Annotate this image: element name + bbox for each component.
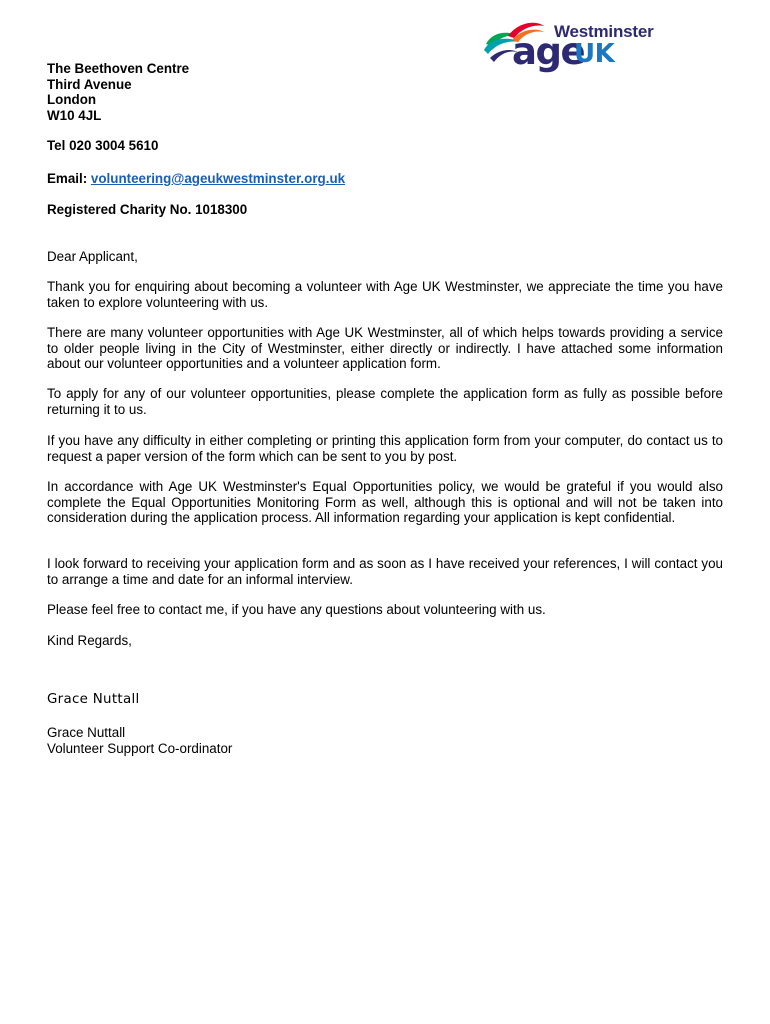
address-line: London (47, 92, 97, 108)
paragraph: To apply for any of our volunteer opportunities, please complete the application form as fully as possible before returning it to us. (47, 386, 723, 417)
signature: Grace Nuttall (47, 692, 140, 707)
paragraph: In accordance with Age UK Westminster's Equal Opportunities policy, we would be grateful if you would also complete the Equal Opportunities Monitoring Form as well, although this is optional and will not be taken into consideration during the application process. All information regarding your application is kept confidential. (47, 479, 723, 526)
age-uk-westminster-logo (478, 16, 668, 82)
address-line: Third Avenue (47, 76, 132, 92)
greeting: Dear Applicant, (47, 249, 138, 264)
closing: Kind Regards, (47, 633, 132, 648)
email-label: Email: (47, 171, 88, 186)
charity-number: Registered Charity No. 1018300 (47, 202, 248, 217)
paragraph: If you have any difficulty in either completing or printing this application form from your computer, do contact us to request a paper version of the form which can be sent to you by post. (47, 433, 723, 464)
logo-age-text: age (512, 30, 585, 73)
address-line: The Beethoven Centre (47, 61, 190, 76)
logo-location-text: Westminster (554, 22, 654, 41)
logo-uk-text: UK (574, 39, 615, 69)
paragraph: Thank you for enquiring about becoming a volunteer with Age UK Westminster, we appreciate the time you have taken to explore volunteering with us. (47, 279, 723, 310)
email-line (47, 171, 345, 186)
telephone: Tel 020 3004 5610 (47, 138, 159, 153)
paragraph: Please feel free to contact me, if you have any questions about volunteering with us. (47, 602, 546, 617)
paragraph: There are many volunteer opportunities with Age UK Westminster, all of which helps towards providing a service to older people living in the City of Westminster, either directly or indirectly. I have attached some information about our volunteer opportunities and a volunteer application form. (47, 325, 723, 372)
address-block (47, 61, 189, 124)
signer-block (47, 725, 232, 756)
email-link[interactable]: volunteering@ageukwestminster.org.uk (90, 171, 346, 186)
signer-name: Grace Nuttall (47, 725, 126, 740)
signer-title: Volunteer Support Co-ordinator (47, 740, 233, 756)
paragraph: I look forward to receiving your application form and as soon as I have received your references, I will contact you to arrange a time and date for an informal interview. (47, 556, 723, 587)
address-line: W10 4JL (47, 108, 102, 124)
